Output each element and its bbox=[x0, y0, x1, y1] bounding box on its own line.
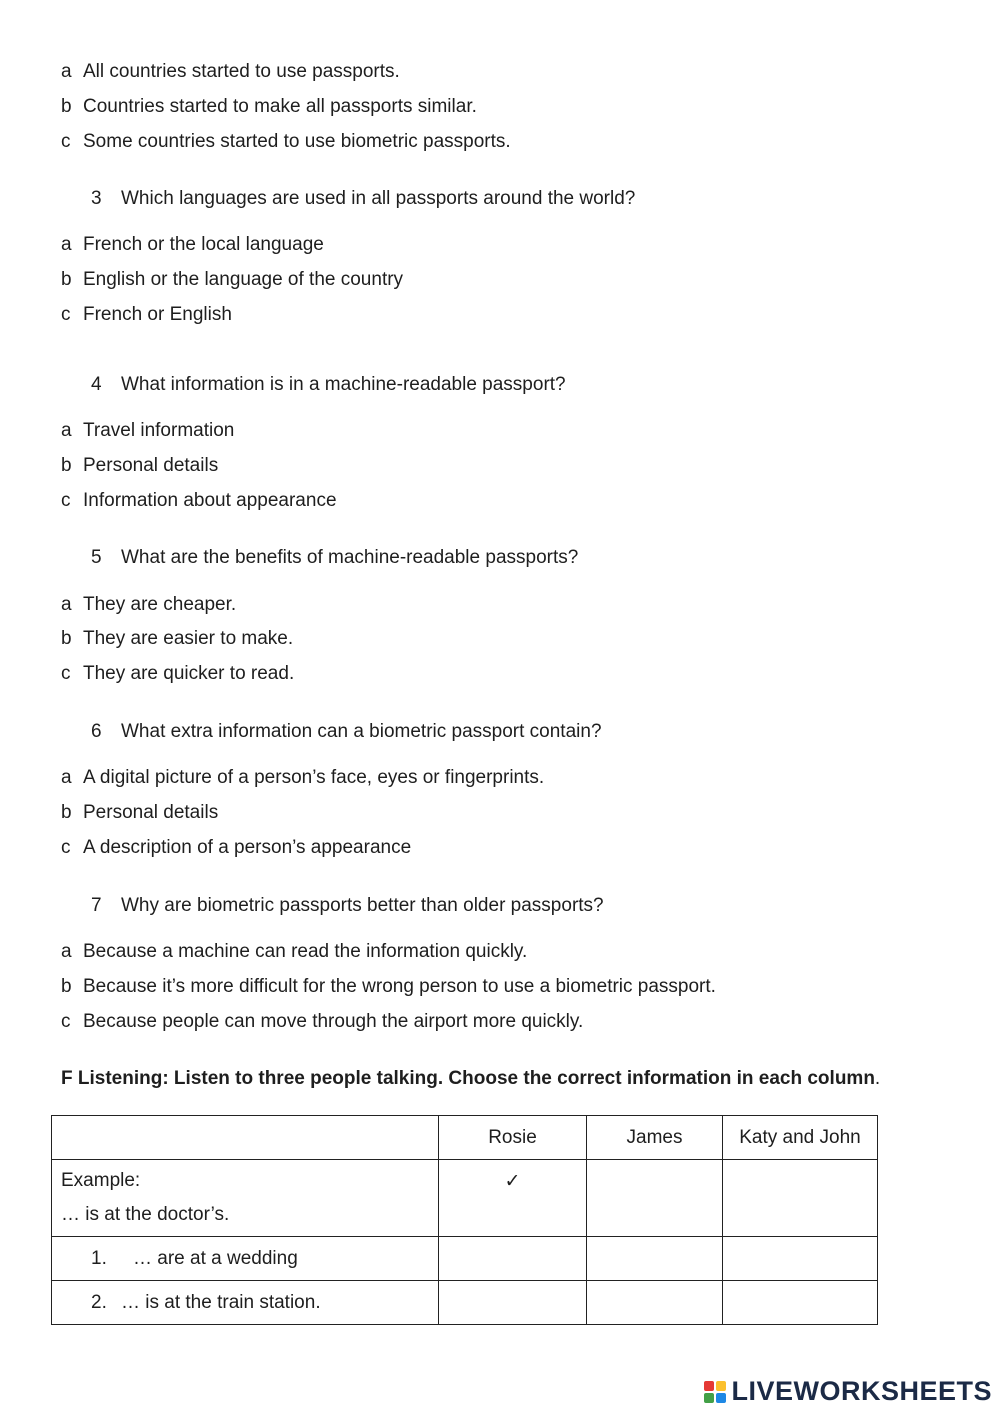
question-4: 4 What information is in a machine-readable passport? bbox=[91, 374, 566, 395]
example-label: Example: bbox=[61, 1170, 141, 1191]
table-header-row bbox=[52, 1116, 878, 1160]
row-2-katy-john-cell[interactable] bbox=[723, 1281, 878, 1325]
q7-option-b[interactable]: b Because it’s more difficult for the wrong person to use a biometric passport. bbox=[61, 976, 716, 997]
q5-option-c[interactable]: c They are quicker to read. bbox=[61, 663, 295, 684]
q2-option-c[interactable]: c Some countries started to use biometric passports. bbox=[61, 131, 511, 152]
table-row-example bbox=[52, 1160, 878, 1237]
q2-option-a[interactable]: a All countries started to use passports. bbox=[61, 61, 400, 82]
header-katy-and-john: Katy and John bbox=[723, 1116, 878, 1160]
row-1-james-cell[interactable] bbox=[587, 1237, 723, 1281]
check-mark-icon: ✓ bbox=[504, 1171, 521, 1192]
row-1-rosie-cell[interactable] bbox=[439, 1237, 587, 1281]
example-katy-john-cell[interactable] bbox=[723, 1160, 878, 1237]
header-cell-empty bbox=[52, 1116, 439, 1160]
header-james: James bbox=[587, 1116, 723, 1160]
question-7: 7 Why are biometric passports better than older passports? bbox=[91, 895, 604, 916]
example-rosie-cell[interactable] bbox=[439, 1160, 587, 1237]
row-2-rosie-cell[interactable] bbox=[439, 1281, 587, 1325]
q3-option-a[interactable]: a French or the local language bbox=[61, 234, 324, 255]
section-f-heading: F Listening: Listen to three people talking. Choose the correct information in each column. bbox=[61, 1068, 881, 1089]
q2-option-b[interactable]: b Countries started to make all passports similar. bbox=[61, 96, 477, 117]
q5-option-a[interactable]: a They are cheaper. bbox=[61, 594, 237, 615]
example-james-cell[interactable] bbox=[587, 1160, 723, 1237]
row-2-james-cell[interactable] bbox=[587, 1281, 723, 1325]
q4-option-a[interactable]: a Travel information bbox=[61, 420, 235, 441]
q6-option-b[interactable]: b Personal details bbox=[61, 802, 219, 823]
row-1-label: 1. … are at a wedding bbox=[52, 1237, 439, 1281]
q6-option-c[interactable]: c A description of a person’s appearance bbox=[61, 837, 412, 858]
row-2-label: 2. … is at the train station. bbox=[52, 1281, 439, 1325]
liveworksheets-logo bbox=[704, 1376, 992, 1407]
q4-option-c[interactable]: c Information about appearance bbox=[61, 490, 337, 511]
q6-option-a[interactable]: a A digital picture of a person’s face, eyes or fingerprints. bbox=[61, 767, 545, 788]
logo-squares-icon bbox=[704, 1381, 726, 1403]
header-rosie: Rosie bbox=[439, 1116, 587, 1160]
q7-option-c[interactable]: c Because people can move through the airport more quickly. bbox=[61, 1011, 584, 1032]
question-5: 5 What are the benefits of machine-readable passports? bbox=[91, 547, 579, 568]
q3-option-b[interactable]: b English or the language of the country bbox=[61, 269, 404, 290]
logo-text: LIVEWORKSHEETS bbox=[731, 1376, 992, 1406]
table-row bbox=[52, 1237, 878, 1281]
table-row bbox=[52, 1281, 878, 1325]
listening-table bbox=[51, 1115, 878, 1325]
example-text: … is at the doctor’s. bbox=[61, 1204, 230, 1225]
example-cell bbox=[52, 1160, 439, 1237]
q7-option-a[interactable]: a Because a machine can read the information quickly. bbox=[61, 941, 528, 962]
q4-option-b[interactable]: b Personal details bbox=[61, 455, 219, 476]
q5-option-b[interactable]: b They are easier to make. bbox=[61, 628, 294, 649]
q3-option-c[interactable]: c French or English bbox=[61, 304, 232, 325]
question-3: 3 Which languages are used in all passports around the world? bbox=[91, 188, 636, 209]
question-6: 6 What extra information can a biometric passport contain? bbox=[91, 721, 602, 742]
row-1-katy-john-cell[interactable] bbox=[723, 1237, 878, 1281]
